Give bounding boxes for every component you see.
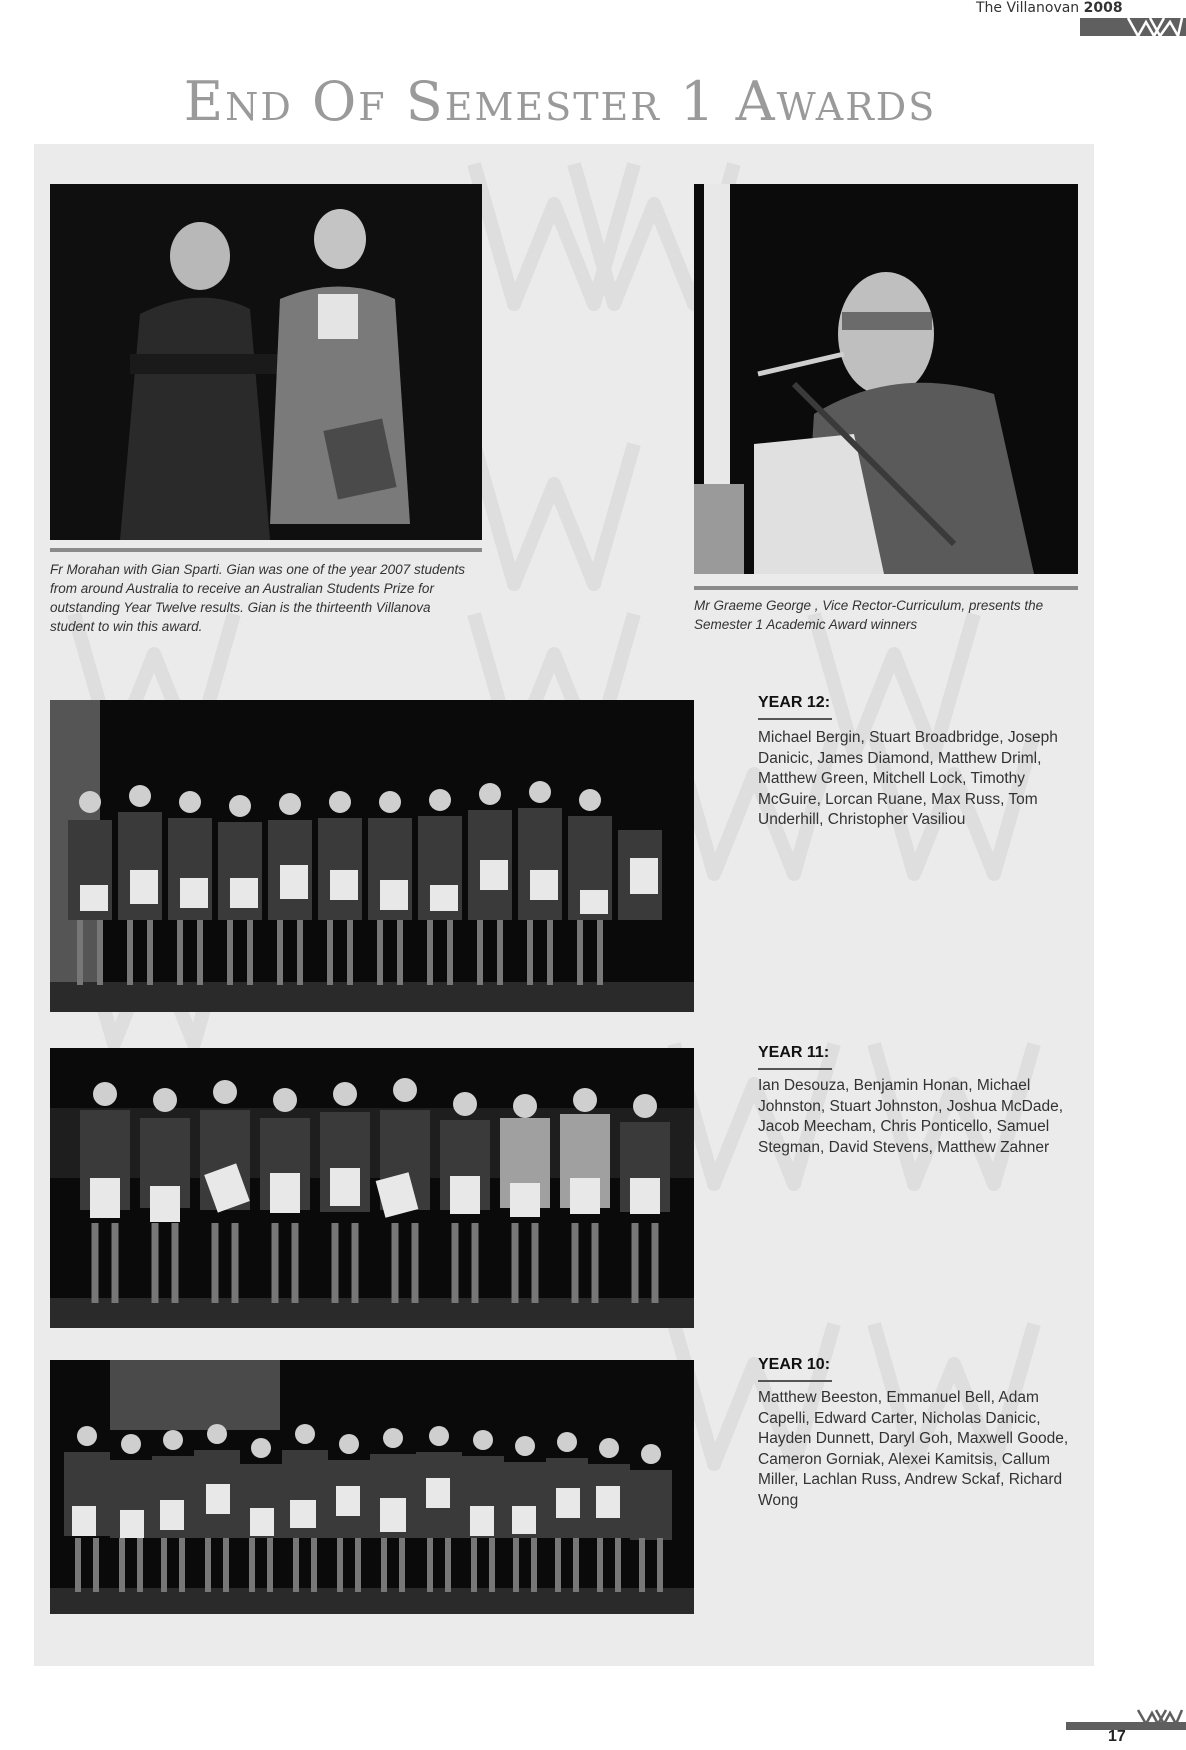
wv-logo-icon — [1126, 16, 1184, 38]
year-10-underline — [758, 1380, 832, 1382]
year-12-heading: YEAR 12: — [758, 694, 831, 711]
magazine-header — [976, 0, 1123, 16]
magazine-year: 2008 — [1083, 0, 1123, 16]
photo-year-10-group — [50, 1360, 694, 1614]
year-11-heading: YEAR 11: — [758, 1044, 830, 1061]
photo-year-12-group — [50, 700, 694, 1012]
caption-graeme-george: Mr Graeme George , Vice Rector-Curriculum, presents the Semester 1 Academic Award winners — [694, 598, 1044, 632]
photo-morahan-sparti — [50, 184, 482, 540]
page-title: End Of Semester 1 Awards — [183, 70, 937, 133]
year-10-heading: YEAR 10: — [758, 1356, 831, 1373]
wv-footer-logo-icon — [1136, 1708, 1184, 1726]
photo-graeme-george — [694, 184, 1078, 574]
year-11-underline — [758, 1068, 832, 1070]
year-11-names: Ian Desouza, Benjamin Honan, Michael Johnston, Stuart Johnston, Joshua McDade, Jacob Meecham, Chris Ponticello, Samuel Stegman, David Stevens, Matthew Zahner — [758, 1077, 1064, 1156]
magazine-name: The Villanovan — [976, 0, 1080, 16]
caption-rule-right — [694, 586, 1078, 590]
caption-rule — [50, 548, 482, 552]
year-10-names: Matthew Beeston, Emmanuel Bell, Adam Capelli, Edward Carter, Nicholas Danicic, Hayden Dunnett, Daryl Goh, Maxwell Goode, Cameron Gorniak, Alexei Kamitsis, Callum Miller, Lachlan Russ, Andrew Sckaf, Richard Wong — [758, 1389, 1069, 1509]
caption-morahan-sparti: Fr Morahan with Gian Sparti. Gian was one of the year 2007 students from around Australia to receive an Australian Students Prize for outstanding Year Twelve results. Gian is the thirteenth Villanova student to win this award. — [50, 562, 465, 634]
year-12-underline — [758, 718, 832, 720]
photo-year-11-group — [50, 1048, 694, 1328]
page-number: 17 — [1108, 1728, 1126, 1745]
year-12-names: Michael Bergin, Stuart Broadbridge, Joseph Danicic, James Diamond, Matthew Driml, Matthew Green, Mitchell Lock, Timothy McGuire, Lorcan Ruane, Max Russ, Tom Underhill, Christopher Vasiliou — [758, 729, 1058, 828]
